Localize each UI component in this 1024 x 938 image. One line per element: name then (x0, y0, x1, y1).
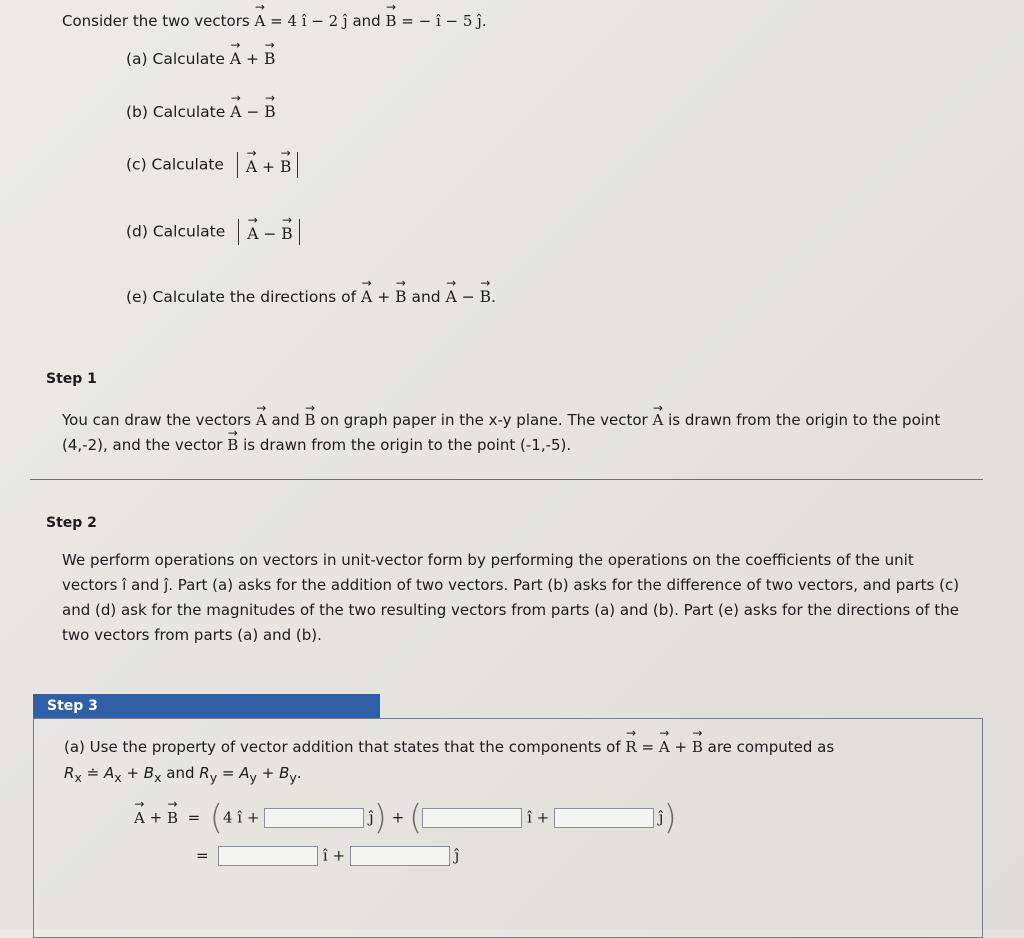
equation-row-2: = î + ĵ (196, 846, 460, 865)
magnitude-bars: → A − → B (238, 219, 299, 245)
part-c: (c) Calculate → A + → B (126, 152, 298, 178)
step3-line1: (a) Use the property of vector addition that states that the components of → R = → A + → B are computed as (64, 738, 834, 756)
divider (30, 479, 983, 480)
step2-label: Step 2 (46, 515, 97, 531)
vector-b-value: − î − 5 ĵ. (418, 12, 487, 30)
vector-a-value: 4 î − 2 ĵ (287, 12, 348, 30)
step1-label: Step 1 (46, 371, 97, 387)
step3-header: Step 3 (33, 694, 380, 718)
magnitude-bars: → A + → B (237, 152, 298, 178)
part-d: (d) Calculate → A − → B (126, 219, 300, 245)
vector-a-symbol: → A (254, 12, 265, 30)
part-a: (a) Calculate → A + → B (126, 50, 275, 68)
part-e: (e) Calculate the directions of → A + → B and → A − → B. (126, 288, 496, 306)
ry-input[interactable] (350, 846, 450, 866)
by-input[interactable] (554, 808, 654, 828)
ay-input[interactable] (264, 808, 364, 828)
step2-text: We perform operations on vectors in unit-vector form by performing the operations on the coefficients of the unit vectors î and ĵ. Part (a) asks for the addition of two vectors. Part (b) asks for the difference of two vectors, and parts (c) and (d) ask for the magnitudes of the two resulting vectors from parts (a) and (b). Part (e) asks for the directions of the two vectors from parts (a) and (b). (62, 551, 960, 644)
rx-input[interactable] (218, 846, 318, 866)
equation-row-1: → A + → B = (4 î + ĵ) + ( î + ĵ) (134, 808, 677, 828)
step1-text: You can draw the vectors → A and → B on graph paper in the x-y plane. The vector → A is drawn from the origin to the point (4,-2), and the vector → B is drawn from the origin to the point (-1,-5). (62, 408, 962, 458)
part-b: (b) Calculate → A − → B (126, 103, 276, 121)
vector-b-symbol: → B (385, 12, 396, 30)
question-intro: Consider the two vectors → A = 4 î − 2 ĵ and → B = − î − 5 ĵ. (62, 12, 487, 30)
step3-line2: $R_x$ ≐ $A_x + B_x$ and $R_y = A_y + B_y$. (64, 764, 302, 785)
bx-input[interactable] (422, 808, 522, 828)
